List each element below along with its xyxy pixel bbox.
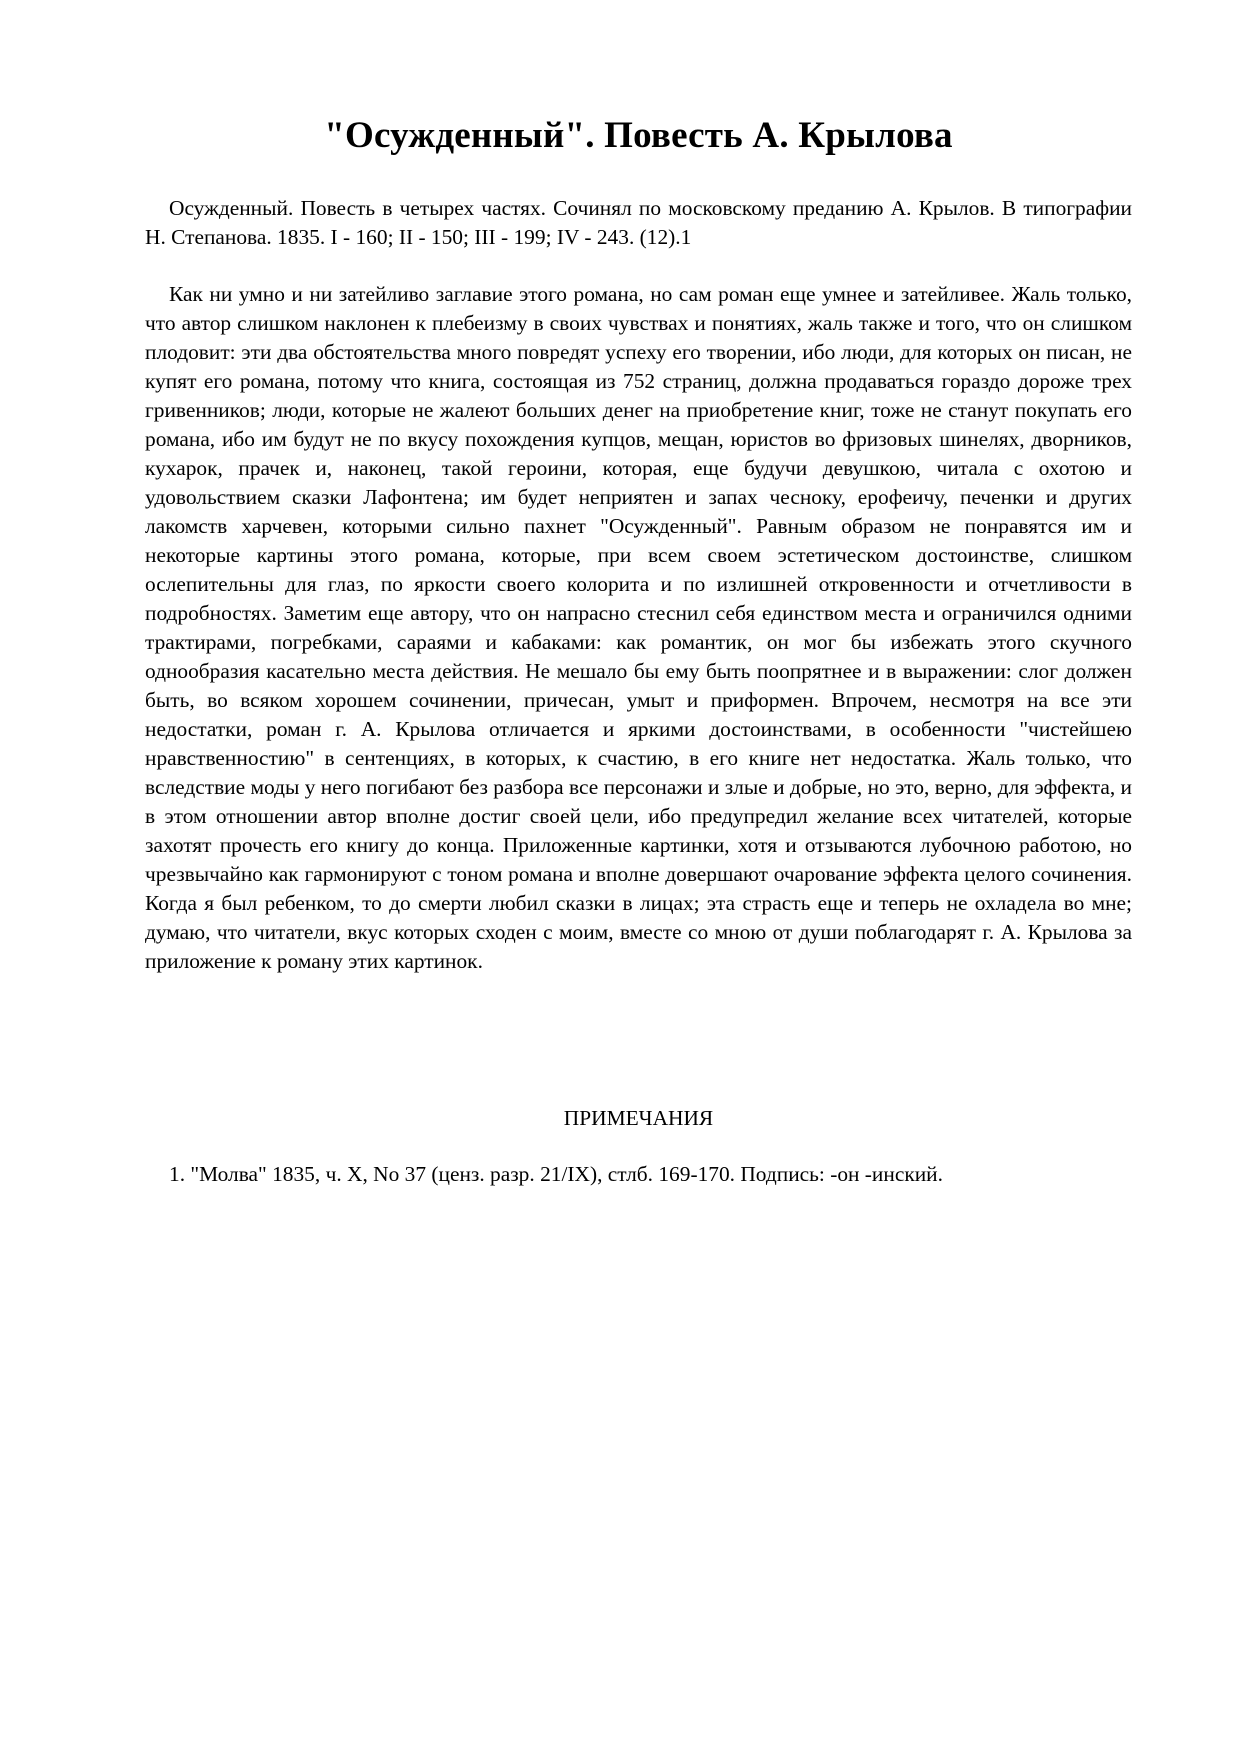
- review-paragraph: Как ни умно и ни затейливо заглавие этого романа, но сам роман еще умнее и затейливее. Жаль только, что автор слишком наклонен к плебеизму в своих чувствах и понятиях, жаль также и того, что он слишком плодовит: эти два обстоятельства много повредят успеху его творении, ибо люди, для которых он писан, не купят его романа, потому что книга, состоящая из 752 страниц, должна продаваться гораздо дороже трех гривенников; люди, которые не жалеют больших денег на приобретение книг, тоже не станут покупать его романа, ибо им будут не по вкусу похождения купцов, мещан, юристов во фризовых шинелях, дворников, кухарок, прачек и, наконец, такой героини, которая, еще будучи девушкою, читала с охотою и удовольствием сказки Лафонтена; им будет неприятен и запах чесноку, ерофеичу, печенки и других лакомств харчевен, которыми сильно пахнет "Осужденный". Равным образом не понравятся им и некоторые картины этого романа, которые, при всем своем эстетическом достоинстве, слишком ослепительны для глаз, по яркости своего колорита и по излишней откровенности и отчетливости в подробностях. Заметим еще автору, что он напрасно стеснил себя единством места и ограничился одними трактирами, погребками, сараями и кабаками: как романтик, он мог бы избежать этого скучного однообразия касательно места действия. Не мешало бы ему быть поопрятнее и в выражении: слог должен быть, во всяком хорошем сочинении, причесан, умыт и приформен. Впрочем, несмотря на все эти недостатки, роман г. А. Крылова отличается и яркими достоинствами, в особенности "чистейшею нравственностию" в сентенциях, в которых, к счастию, в его книге нет недостатка. Жаль только, что вследствие моды у него погибают без разбора все персонажи и злые и добрые, но это, верно, для эффекта, и в этом отношении автор вполне достиг своей цели, ибо предупредил желание всех читателей, которые захотят прочесть его книгу до конца. Приложенные картинки, хотя и отзываются лубочною работою, но чрезвычайно как гармонируют с тоном романа и вполне довершают очарование эффекта целого сочинения. Когда я был ребенком, то до смерти любил сказки в лицах; эта страсть еще и теперь не охладела во мне; думаю, что читатели, вкус которых сходен с моим, вместе со мною от души поблагодарят г. А. Крылова за приложение к роману этих картинок.: [145, 282, 1132, 973]
- notes-list: [145, 1160, 1132, 1189]
- document-title: "Осужденный". Повесть А. Крылова: [324, 115, 953, 156]
- note-item: 1. "Молва" 1835, ч. X, No 37 (ценз. разр. 21/IX), стлб. 169-170. Подпись: -он -инский.: [169, 1162, 943, 1186]
- notes-heading: ПРИМЕЧАНИЯ: [563, 1106, 714, 1130]
- source-paragraph: Осужденный. Повесть в четырех частях. Сочинял по московскому преданию А. Крылов. В типографии Н. Степанова. 1835. I - 160; II - 150; III - 199; IV - 243. (12).1: [145, 196, 1132, 249]
